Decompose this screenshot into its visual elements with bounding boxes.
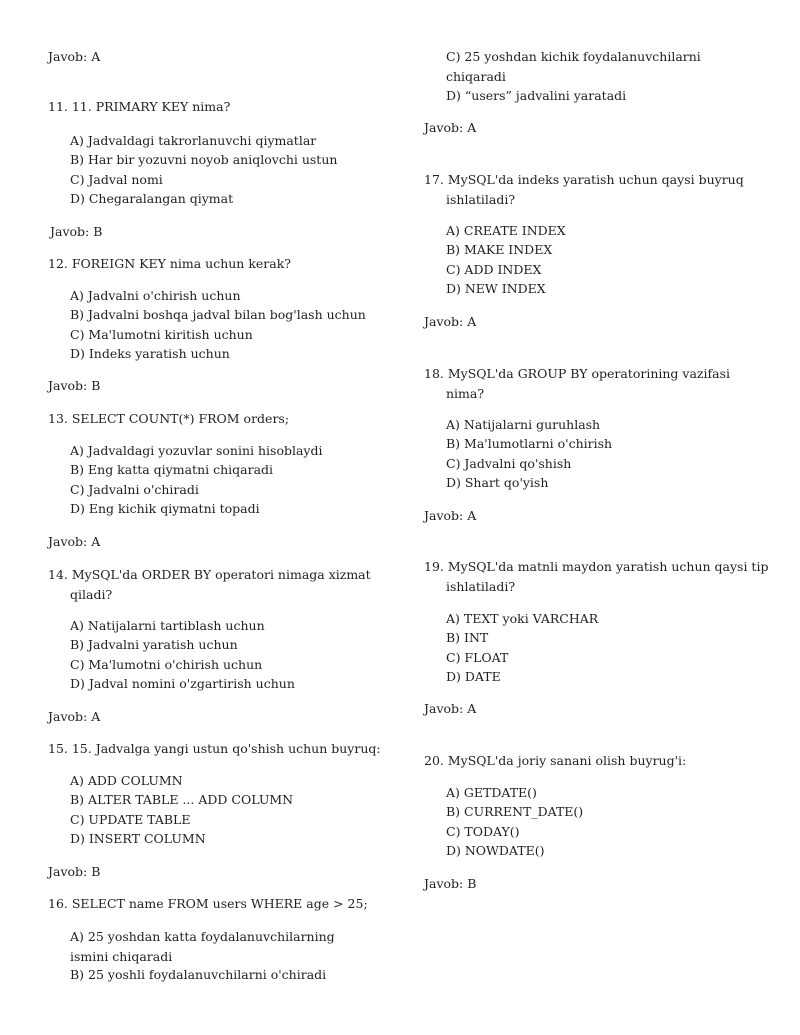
option-18-d: D) Shart qo'yish [446, 475, 549, 490]
option-20-a: A) GETDATE() [446, 785, 537, 800]
question-19: 19. MySQL'da matnli maydon yaratish uchun qaysi tip ishlatiladi? [424, 559, 769, 594]
option-14-c: C) Ma'lumotni o'chirish uchun [70, 657, 263, 672]
option-16-d: D) “users” jadvalini yaratadi [446, 88, 627, 103]
option-12-a: A) Jadvalni o'chirish uchun [70, 288, 241, 303]
option-12-d: D) Indeks yaratish uchun [70, 346, 230, 361]
option-17-b: B) MAKE INDEX [446, 242, 553, 257]
option-17-a: A) CREATE INDEX [446, 223, 566, 238]
option-12-b: B) Jadvalni boshqa jadval bilan bog'lash uchun [70, 307, 366, 322]
option-11-b: B) Har bir yozuvni noyob aniqlovchi ustun [70, 152, 338, 167]
option-13-b: B) Eng katta qiymatni chiqaradi [70, 462, 274, 477]
option-15-d: D) INSERT COLUMN [70, 831, 206, 846]
question-14: 14. MySQL'da ORDER BY operatori nimaga xizmat qiladi? [48, 567, 371, 602]
option-15-b: B) ALTER TABLE ... ADD COLUMN [70, 792, 294, 807]
answer-13: Javob: A [48, 534, 101, 549]
option-16-a: A) 25 yoshdan katta foydalanuvchilarning ismini chiqaradi [70, 929, 335, 964]
option-13-a: A) Jadvaldagi yozuvlar sonini hisoblaydi [70, 443, 323, 458]
question-20: 20. MySQL'da joriy sanani olish buyrug'i: [424, 753, 687, 768]
option-15-a: A) ADD COLUMN [70, 773, 183, 788]
option-11-a: A) Jadvaldagi takrorlanuvchi qiymatlar [70, 133, 317, 148]
option-14-a: A) Natijalarni tartiblash uchun [70, 618, 265, 633]
option-18-c: C) Jadvalni qo'shish [446, 456, 572, 471]
option-16-c: C) 25 yoshdan kichik foydalanuvchilarni chiqaradi [446, 49, 701, 84]
option-17-d: D) NEW INDEX [446, 281, 546, 296]
answer-12: Javob: B [48, 378, 101, 393]
option-12-c: C) Ma'lumotni kiritish uchun [70, 327, 253, 342]
question-11: 11. 11. PRIMARY KEY nima? [48, 99, 231, 114]
answer-14: Javob: A [48, 709, 101, 724]
answer-16: Javob: A [424, 120, 477, 135]
answer-17: Javob: A [424, 314, 477, 329]
option-16-b: B) 25 yoshli foydalanuvchilarni o'chiradi [70, 967, 327, 982]
option-11-d: D) Chegaralangan qiymat [70, 191, 234, 206]
answer-18: Javob: A [424, 508, 477, 523]
option-19-c: C) FLOAT [446, 650, 509, 665]
question-15: 15. 15. Jadvalga yangi ustun qo'shish uchun buyruq: [48, 741, 381, 756]
option-19-b: B) INT [446, 630, 489, 645]
option-20-d: D) NOWDATE() [446, 843, 545, 858]
option-15-c: C) UPDATE TABLE [70, 812, 191, 827]
option-20-c: C) TODAY() [446, 824, 520, 839]
option-13-d: D) Eng kichik qiymatni topadi [70, 501, 260, 516]
answer-20: Javob: B [424, 876, 477, 891]
question-13: 13. SELECT COUNT(*) FROM orders; [48, 411, 290, 426]
question-17: 17. MySQL'da indeks yaratish uchun qaysi buyruq ishlatiladi? [424, 172, 744, 207]
option-13-c: C) Jadvalni o'chiradi [70, 482, 199, 497]
option-19-d: D) DATE [446, 669, 501, 684]
question-18: 18. MySQL'da GROUP BY operatorining vazifasi nima? [424, 366, 730, 401]
option-18-b: B) Ma'lumotlarni o'chirish [446, 436, 613, 451]
question-12: 12. FOREIGN KEY nima uchun kerak? [48, 256, 292, 271]
answer-19: Javob: A [424, 701, 477, 716]
answer-11: Javob: B [50, 224, 103, 239]
option-11-c: C) Jadval nomi [70, 172, 163, 187]
option-17-c: C) ADD INDEX [446, 262, 542, 277]
option-19-a: A) TEXT yoki VARCHAR [446, 611, 599, 626]
question-16: 16. SELECT name FROM users WHERE age > 25; [48, 896, 368, 911]
option-20-b: B) CURRENT_DATE() [446, 804, 584, 819]
option-18-a: A) Natijalarni guruhlash [446, 417, 601, 432]
answer-10: Javob: A [48, 49, 101, 64]
option-14-d: D) Jadval nomini o'zgartirish uchun [70, 676, 295, 691]
option-14-b: B) Jadvalni yaratish uchun [70, 637, 238, 652]
answer-15: Javob: B [48, 864, 101, 879]
